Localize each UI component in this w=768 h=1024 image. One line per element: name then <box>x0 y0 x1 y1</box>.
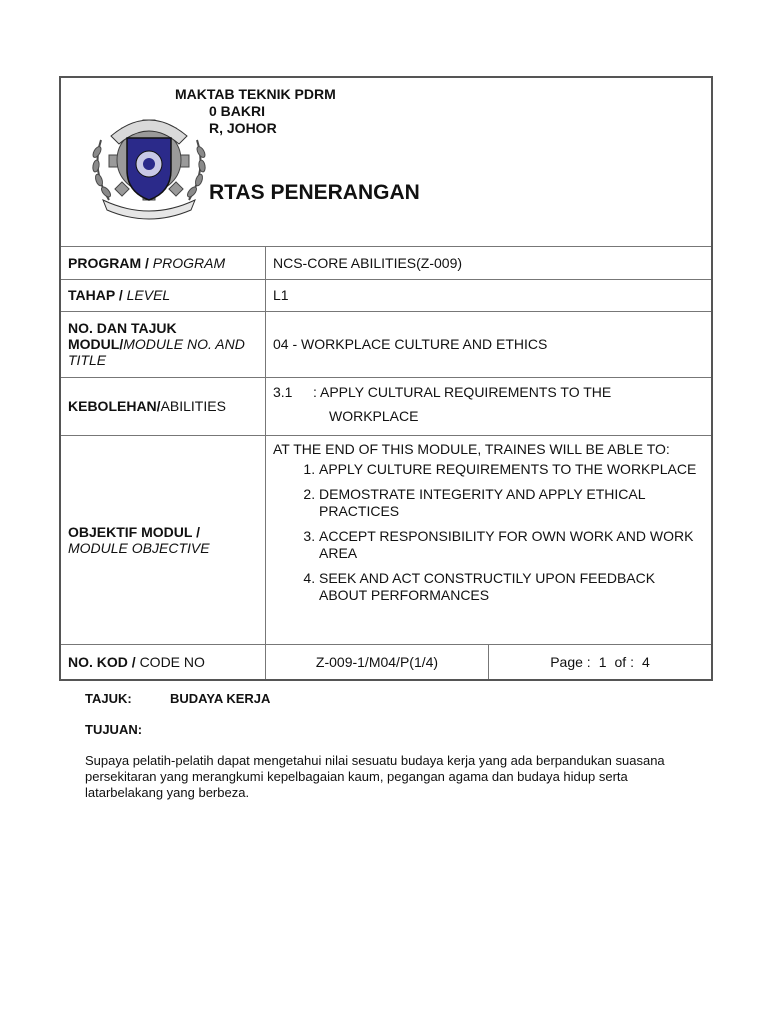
objective-item: 1. APPLY CULTURE REQUIREMENTS TO THE WORKPLACE <box>319 461 704 478</box>
module-row <box>61 311 711 377</box>
objective-item: 3. ACCEPT RESPONSIBILITY FOR OWN WORK AND WORK AREA <box>319 528 704 562</box>
objective-item: 2. DEMOSTRATE INTEGERITY AND APPLY ETHICAL PRACTICES <box>319 486 704 520</box>
objective-value <box>266 435 712 644</box>
page-indicator: Page : 1 of : 4 <box>550 653 650 670</box>
module-info-table <box>61 247 711 679</box>
code-label: NO. KOD / CODE NO <box>61 644 266 679</box>
institution-name-line2: 0 BAKRI <box>209 103 266 119</box>
ability-text-line1: : APPLY CULTURAL REQUIREMENTS TO THE <box>313 383 612 400</box>
purpose-label: TUJUAN: <box>85 722 143 737</box>
abilities-value <box>266 377 712 435</box>
level-row <box>61 279 711 311</box>
program-value: NCS-CORE ABILITIES(Z-009) <box>273 254 463 271</box>
document-title: RTAS PENERANGAN <box>209 181 420 204</box>
purpose-paragraph: Supaya pelatih-pelatih dapat mengetahui nilai sesuatu budaya kerja yang ada berpandukan suasana persekitaran yang merangkumi kepelbagaian kaum, pegangan agama dan budaya hidup serta latarbelakang yang berbeza. <box>85 753 665 800</box>
ability-number: 3.1 <box>273 383 293 400</box>
cover-sheet <box>59 76 713 681</box>
level-value: L1 <box>266 279 712 311</box>
page-total: 4 <box>641 653 650 670</box>
institution-name-line1: MAKTAB TEKNIK PDRM <box>175 86 336 102</box>
institution-crest-logo <box>87 100 211 224</box>
sheet-header <box>61 78 711 247</box>
topic-value: BUDAYA KERJA <box>170 691 271 706</box>
objective-list <box>273 461 704 604</box>
page-current: 1 <box>598 653 607 670</box>
abilities-label: KEBOLEHAN/ABILITIES <box>61 377 266 435</box>
objective-intro: AT THE END OF THIS MODULE, TRAINES WILL BE ABLE TO: <box>273 440 670 457</box>
ability-text-line2: WORKPLACE <box>329 407 419 424</box>
code-row <box>61 644 711 679</box>
objective-row <box>61 435 711 644</box>
code-value: Z-009-1/M04/P(1/4) <box>266 645 489 679</box>
objective-item: 4. SEEK AND ACT CONSTRUCTILY UPON FEEDBACK ABOUT PERFORMANCES <box>319 570 704 604</box>
module-value: 04 - WORKPLACE CULTURE AND ETHICS <box>266 311 712 377</box>
program-label: PROGRAM / PROGRAM <box>61 247 266 279</box>
program-row <box>61 247 711 279</box>
level-label: TAHAP / LEVEL <box>61 279 266 311</box>
institution-name-line3: R, JOHOR <box>209 120 277 136</box>
module-label: NO. DAN TAJUK MODUL/MODULE NO. AND TITLE <box>61 311 266 377</box>
abilities-row <box>61 377 711 435</box>
objective-label: OBJEKTIF MODUL / MODULE OBJECTIVE <box>61 435 266 644</box>
topic-line <box>85 691 271 706</box>
topic-label: TAJUK: <box>85 691 132 706</box>
